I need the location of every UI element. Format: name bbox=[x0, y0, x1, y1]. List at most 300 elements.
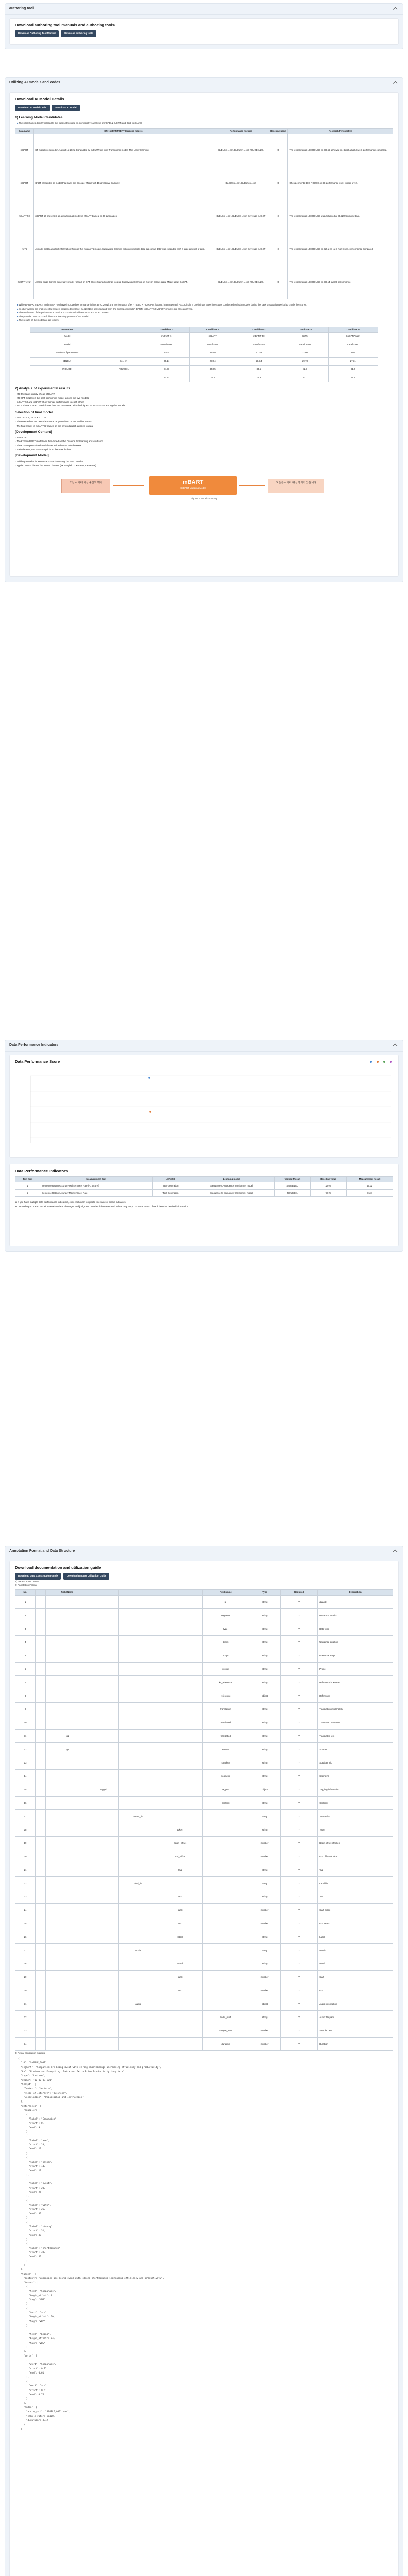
table-header: Type bbox=[249, 1589, 281, 1595]
table-cell bbox=[202, 1904, 249, 1917]
table-cell bbox=[118, 1984, 158, 1997]
table-header: No. bbox=[15, 1589, 36, 1595]
table-cell: number bbox=[249, 2024, 281, 2038]
table-cell bbox=[36, 1649, 45, 1663]
diagram-input-box bbox=[61, 479, 110, 493]
table-cell: KoT5 bbox=[282, 332, 329, 341]
table-cell: 71.5 bbox=[328, 374, 378, 382]
table-cell bbox=[36, 1997, 45, 2011]
table-cell: object bbox=[249, 1997, 281, 2011]
table-cell bbox=[202, 1837, 249, 1850]
diagram-caption: Figure: 5 Model summary bbox=[190, 497, 218, 500]
table-header bbox=[36, 1589, 45, 1595]
final-list bbox=[15, 416, 393, 428]
table-cell: script bbox=[202, 1649, 249, 1663]
table-cell bbox=[202, 1984, 249, 1997]
table-cell: 2 bbox=[15, 1190, 40, 1197]
table-cell: 20 bbox=[15, 1850, 36, 1863]
table-row bbox=[15, 1877, 393, 1890]
table-cell: 75.3 bbox=[236, 374, 282, 382]
list-item: - Applied to text data of the AI Hub dataset (ex. English ↔ Korean, mBART-K). bbox=[15, 464, 97, 467]
table-cell: Y bbox=[280, 1783, 317, 1797]
table-cell: tag bbox=[158, 1863, 202, 1877]
table-cell: Y bbox=[280, 1944, 317, 1957]
table-cell: Reference bbox=[318, 1689, 393, 1703]
download-manual-button[interactable]: Download Authoring Tool Manual bbox=[15, 30, 59, 37]
table-cell: Sentence Rating Accuracy Maintenance Rate bbox=[40, 1190, 153, 1197]
table-row bbox=[15, 1676, 393, 1689]
table-cell: array bbox=[249, 1877, 281, 1890]
table-cell: Content bbox=[318, 1797, 393, 1810]
table-cell: 27 bbox=[15, 1944, 36, 1957]
table-row bbox=[15, 1890, 393, 1904]
table-cell: Of experimental 180 ROUGE on 88 performance level (upper-level). bbox=[288, 167, 393, 200]
table-cell: 21 bbox=[15, 1863, 36, 1877]
table-cell: Token bbox=[318, 1823, 393, 1837]
table-cell: source bbox=[202, 1743, 249, 1756]
table-cell: reference bbox=[202, 1689, 249, 1703]
table-cell bbox=[45, 1997, 89, 2011]
download-model-code-button[interactable]: Download AI Model Code bbox=[15, 105, 50, 111]
table-cell bbox=[118, 1649, 158, 1663]
table-cell: Tag bbox=[318, 1863, 393, 1877]
table-cell bbox=[158, 1703, 202, 1716]
table-cell bbox=[45, 1877, 89, 1890]
section-header[interactable] bbox=[5, 1546, 403, 1557]
table-cell: 4 bbox=[15, 1636, 36, 1649]
table-cell bbox=[45, 1663, 89, 1676]
chart-point bbox=[149, 1111, 151, 1113]
table-cell bbox=[89, 1984, 119, 1997]
ai-model-card bbox=[9, 92, 399, 577]
table-cell: Text Generation bbox=[153, 1182, 189, 1190]
table-cell: Y bbox=[280, 2024, 317, 2038]
table-cell: Utterance script bbox=[318, 1649, 393, 1663]
table-cell bbox=[36, 1676, 45, 1689]
table-cell: tagged bbox=[89, 1783, 119, 1797]
table-cell: string bbox=[249, 1930, 281, 1944]
table-cell bbox=[36, 1596, 45, 1609]
table-cell: dtime bbox=[202, 1636, 249, 1649]
table-cell: 28.34 bbox=[236, 357, 282, 365]
table-header: KR+ mBART/BERT learning models bbox=[34, 128, 214, 134]
table-cell: 611M bbox=[236, 349, 282, 357]
table-cell bbox=[89, 1957, 119, 1971]
table-cell: transformer bbox=[328, 341, 378, 349]
table-header: Verified Result bbox=[274, 1176, 311, 1182]
table-cell: 70 % bbox=[311, 1190, 347, 1197]
table-cell: Y bbox=[280, 1703, 317, 1716]
table-cell: BLEU(ko→en), BLEU(en→ko) bbox=[214, 167, 268, 200]
table-cell: X bbox=[268, 200, 288, 233]
table-cell: words bbox=[118, 1944, 158, 1957]
table-cell: number bbox=[249, 1917, 281, 1930]
table-row bbox=[15, 167, 393, 200]
table-cell bbox=[104, 349, 143, 357]
list-item: - KR GPT Display is the best-performing model among the five models. bbox=[15, 397, 90, 400]
table-row bbox=[15, 1984, 393, 1997]
table-cell bbox=[118, 1850, 158, 1863]
table-cell: 25 bbox=[15, 1917, 36, 1930]
table-cell: 81.3 bbox=[346, 1190, 393, 1197]
table-cell bbox=[45, 1756, 89, 1770]
table-row bbox=[15, 1810, 393, 1823]
table-cell: Label bbox=[318, 1930, 393, 1944]
table-cell bbox=[158, 1944, 202, 1957]
legend-dot bbox=[390, 1061, 392, 1063]
table-cell: transformer bbox=[282, 341, 329, 349]
table-cell: 49.02 bbox=[346, 1182, 393, 1190]
collapse-chevron-icon[interactable] bbox=[393, 1043, 397, 1047]
table-cell bbox=[202, 1930, 249, 1944]
section-title: Utilizing AI models and codes bbox=[9, 81, 60, 85]
table-cell bbox=[118, 1703, 158, 1716]
table-cell bbox=[45, 1783, 89, 1797]
table-cell: tokens_list bbox=[118, 1810, 158, 1823]
table-cell: string bbox=[249, 1622, 281, 1636]
authoring-tool-section bbox=[5, 3, 403, 49]
table-cell: 81.2 bbox=[328, 365, 378, 374]
table-cell: string bbox=[249, 2011, 281, 2024]
table-cell bbox=[36, 1930, 45, 1944]
table-cell: string bbox=[249, 1663, 281, 1676]
table-cell bbox=[89, 1716, 119, 1730]
table-cell: Y bbox=[280, 1850, 317, 1863]
table-cell: number bbox=[249, 2038, 281, 2051]
annotation-format-title: 2) Annotation Format bbox=[15, 1584, 37, 1587]
table-cell bbox=[45, 2038, 89, 2051]
table-cell: The experimental 180 ROUGE on 88.14 overall performance. bbox=[288, 266, 393, 299]
table-cell: Y bbox=[280, 1676, 317, 1689]
table-cell bbox=[89, 1797, 119, 1810]
collapse-chevron-icon[interactable] bbox=[393, 7, 397, 11]
table-header: Measurement item bbox=[40, 1176, 153, 1182]
table-cell bbox=[118, 1971, 158, 1984]
table-cell bbox=[158, 1689, 202, 1703]
table-cell: object bbox=[249, 1689, 281, 1703]
card-title: Download documentation and utilization guide bbox=[15, 1565, 101, 1570]
ai-models-section bbox=[5, 77, 403, 582]
legend-dot bbox=[383, 1061, 385, 1063]
table-cell bbox=[118, 1730, 158, 1743]
table-cell bbox=[30, 374, 104, 382]
table-cell: translated bbox=[202, 1716, 249, 1730]
table-row bbox=[30, 365, 378, 374]
table-cell: content bbox=[202, 1797, 249, 1810]
table-header: AI TASK bbox=[153, 1176, 189, 1182]
ai-notes-list bbox=[15, 303, 393, 323]
table-cell: Y bbox=[280, 1930, 317, 1944]
chart-title: Data Performance Score bbox=[15, 1059, 60, 1064]
table-cell: Y bbox=[280, 1917, 317, 1930]
results-table bbox=[30, 327, 378, 382]
table-cell: end bbox=[158, 1917, 202, 1930]
table-header: Candidate 2 bbox=[189, 327, 236, 332]
table-cell: (BLEU) bbox=[30, 357, 104, 365]
download-model-button[interactable]: Download AI Model bbox=[52, 105, 79, 111]
table-row bbox=[15, 1837, 393, 1850]
table-cell: 6 bbox=[15, 1663, 36, 1676]
table-cell: data id bbox=[318, 1596, 393, 1609]
table-cell: Profile bbox=[318, 1663, 393, 1676]
table-cell bbox=[45, 1596, 89, 1609]
table-cell bbox=[118, 1890, 158, 1904]
table-cell: string bbox=[249, 1596, 281, 1609]
table-cell bbox=[36, 1957, 45, 1971]
table-cell: number bbox=[249, 1837, 281, 1850]
section-title: Annotation Format and Data Structure bbox=[9, 1549, 75, 1553]
table-cell bbox=[36, 1971, 45, 1984]
table-header: Required bbox=[280, 1589, 317, 1595]
download-guide-button[interactable]: Download Data Construction Guide bbox=[15, 1573, 61, 1580]
table-cell: Y bbox=[280, 1636, 317, 1649]
table-header: Research Perspective bbox=[288, 128, 393, 134]
table-cell bbox=[45, 1984, 89, 1997]
list-item: - BART-K & 1, 2021. Ko → En. bbox=[15, 416, 47, 419]
table-cell: O bbox=[268, 266, 288, 299]
table-cell: tg2 bbox=[45, 1743, 89, 1756]
table-cell: end_offset bbox=[158, 1850, 202, 1863]
collapse-chevron-icon[interactable] bbox=[393, 81, 397, 85]
table-cell bbox=[89, 1917, 119, 1930]
download-utilization-guide-button[interactable]: Download Dataset Utilization Guide bbox=[63, 1573, 109, 1580]
table-cell: label_list bbox=[118, 1877, 158, 1890]
table-cell bbox=[89, 1649, 119, 1663]
table-cell bbox=[118, 1783, 158, 1797]
table-cell: Number of parameters bbox=[30, 349, 104, 357]
data-format: 1) Data Format: JSON bbox=[15, 1580, 39, 1583]
table-cell: 12 bbox=[15, 1743, 36, 1756]
table-cell: O bbox=[268, 134, 288, 167]
table-cell bbox=[36, 1810, 45, 1823]
table-cell: audio_path bbox=[202, 2011, 249, 2024]
table-cell bbox=[36, 1890, 45, 1904]
performance-table bbox=[15, 1176, 393, 1197]
table-cell: 76.1 bbox=[189, 374, 236, 382]
table-cell bbox=[36, 1636, 45, 1649]
table-header: Description bbox=[318, 1589, 393, 1595]
table-cell: Y bbox=[280, 1877, 317, 1890]
table-cell bbox=[118, 1716, 158, 1730]
table-cell: Text bbox=[318, 1890, 393, 1904]
table-cell: mBART bbox=[189, 332, 236, 341]
section-header[interactable] bbox=[5, 4, 403, 15]
table-cell bbox=[36, 1663, 45, 1676]
table-cell bbox=[45, 1971, 89, 1984]
table-cell bbox=[89, 1890, 119, 1904]
list-item: - KoT5 shows a BLEU result lower than the mBART-K, with the highest ROUGE score among the models. bbox=[15, 404, 126, 408]
table-cell: 34 bbox=[15, 2038, 36, 2051]
table-cell: start bbox=[158, 1904, 202, 1917]
learning-candidates-title: 1) Learning Model Candidates bbox=[15, 115, 63, 120]
dev-list bbox=[15, 436, 393, 452]
table-cell bbox=[202, 1890, 249, 1904]
table-header: evaluation bbox=[30, 327, 104, 332]
table-header: Candidate 3 bbox=[236, 327, 282, 332]
legend-dot bbox=[377, 1061, 379, 1063]
table-cell: 82.7 bbox=[282, 365, 329, 374]
table-cell bbox=[45, 1837, 89, 1850]
table-cell: Speaker info bbox=[318, 1756, 393, 1770]
table-cell: Y bbox=[280, 1756, 317, 1770]
arch-list bbox=[15, 460, 393, 467]
table-cell: Sentence Rating Accuracy Maintenance Rate (F1 Score) bbox=[40, 1182, 153, 1190]
table-cell bbox=[45, 1649, 89, 1663]
table-cell bbox=[202, 1877, 249, 1890]
analysis-list bbox=[15, 393, 393, 408]
table-cell bbox=[89, 1810, 119, 1823]
table-cell: 124M bbox=[143, 349, 190, 357]
table-cell bbox=[158, 1756, 202, 1770]
table-cell bbox=[118, 1636, 158, 1649]
table-cell: string bbox=[249, 1743, 281, 1756]
table-row bbox=[15, 1743, 393, 1756]
table-cell bbox=[45, 1823, 89, 1837]
table-cell: 77.71 bbox=[143, 374, 190, 382]
table-cell: X bbox=[268, 233, 288, 266]
chart-point bbox=[148, 1077, 150, 1079]
table-cell: Y bbox=[280, 1904, 317, 1917]
table-cell: Model bbox=[30, 341, 104, 349]
table-cell: The experimental 180 ROUGE on 88.66 achieved on its (at a high level), performance compared. bbox=[288, 134, 393, 167]
table-cell: 1 bbox=[15, 1596, 36, 1609]
table-cell bbox=[89, 1944, 119, 1957]
table-cell: 610M bbox=[189, 349, 236, 357]
table-cell: Translation into English bbox=[318, 1703, 393, 1716]
table-cell: mBART-50 presented as a multilingual model in MBART trained on 50 languages. bbox=[34, 200, 214, 233]
list-item: ■ The results of the model are as follows. bbox=[17, 319, 393, 323]
table-row bbox=[15, 233, 393, 266]
candidates-table bbox=[15, 128, 393, 299]
table-row bbox=[15, 2038, 393, 2051]
table-cell bbox=[36, 2024, 45, 2038]
table-cell: mBART-50 bbox=[15, 200, 34, 233]
table-cell bbox=[89, 1703, 119, 1716]
arch-title: [Development Model] bbox=[15, 454, 49, 458]
table-row bbox=[30, 341, 378, 349]
table-cell: A model that learns text information through the Korean T5 model. Supervised learning with only multiple data, as corpus data was expanded with a large amount of data. bbox=[34, 233, 214, 266]
annotation-format-section bbox=[5, 1546, 403, 2576]
table-cell: The experimental 180 ROUGE was achieved at 85.22 training setting. bbox=[288, 200, 393, 233]
table-cell bbox=[36, 1770, 45, 1783]
learning-note: ■ The pilot studies directly related to this dataset focused on comparative analysis of mCAD & (LSTM) and Bart-to (KLUE). bbox=[15, 122, 393, 125]
table-cell: number bbox=[249, 1971, 281, 1984]
table-cell: 275M bbox=[282, 349, 329, 357]
table-cell: mBART-K bbox=[143, 332, 190, 341]
table-cell: 22 bbox=[15, 1877, 36, 1890]
table-cell: string bbox=[249, 1797, 281, 1810]
format-card bbox=[9, 1561, 399, 2576]
table-cell: BLEU(ko→en), BLEU(en→ko) ROUGE 1/2/L bbox=[214, 266, 268, 299]
table-header: Candidate 4 bbox=[282, 327, 329, 332]
table-cell: BLEU(ko→en), BLEU(en→ko) Coverage % GSP bbox=[214, 200, 268, 233]
table-cell: Translated sentence bbox=[318, 1716, 393, 1730]
table-cell bbox=[36, 1609, 45, 1622]
table-cell bbox=[158, 2038, 202, 2051]
table-cell bbox=[36, 1917, 45, 1930]
table-cell: 83.5 bbox=[236, 365, 282, 374]
table-cell: segment bbox=[202, 1609, 249, 1622]
table-cell bbox=[36, 1756, 45, 1770]
table-cell: Words bbox=[318, 1944, 393, 1957]
table-cell: segment bbox=[202, 1770, 249, 1783]
collapse-chevron-icon[interactable] bbox=[393, 1549, 397, 1553]
list-item: - mBART-50 and mBART show similar performance to each other. bbox=[15, 400, 85, 403]
table-cell: label bbox=[158, 1930, 202, 1944]
table-cell: Y bbox=[280, 1716, 317, 1730]
table-cell bbox=[36, 1877, 45, 1890]
final-title: Selection of final model bbox=[15, 410, 53, 414]
table-cell: tagged bbox=[202, 1783, 249, 1797]
legend-dot bbox=[370, 1061, 372, 1063]
table-cell: Model bbox=[30, 332, 104, 341]
table-cell: string bbox=[249, 1649, 281, 1663]
table-cell: KoGPT(*eval) bbox=[15, 266, 34, 299]
table-cell: duration bbox=[202, 2038, 249, 2051]
table-cell bbox=[158, 1797, 202, 1810]
table-cell bbox=[118, 1756, 158, 1770]
table-cell bbox=[118, 1622, 158, 1636]
table-cell bbox=[89, 1596, 119, 1609]
table-cell bbox=[36, 2038, 45, 2051]
table-cell bbox=[89, 1636, 119, 1649]
table-cell: KoT5 bbox=[15, 233, 34, 266]
table-cell bbox=[118, 1689, 158, 1703]
table-cell: (ROUGE) bbox=[30, 365, 104, 374]
table-row bbox=[15, 1797, 393, 1810]
table-cell: End bbox=[318, 1984, 393, 1997]
table-cell: Y bbox=[280, 1743, 317, 1756]
table-cell: Tokens list bbox=[318, 1810, 393, 1823]
table-cell: object bbox=[249, 1783, 281, 1797]
table-cell bbox=[89, 2038, 119, 2051]
table-cell bbox=[158, 1730, 202, 1743]
table-cell: end bbox=[158, 1984, 202, 1997]
download-tools-button[interactable]: Download authoring tools bbox=[61, 30, 96, 37]
table-cell bbox=[158, 1743, 202, 1756]
table-cell: Utterance duration bbox=[318, 1636, 393, 1649]
table-cell bbox=[36, 1850, 45, 1863]
table-cell: 29.73 bbox=[282, 357, 329, 365]
table-cell bbox=[89, 1770, 119, 1783]
section-header[interactable] bbox=[5, 1040, 403, 1052]
table-row bbox=[30, 332, 378, 341]
diagram-input-text: 오늘 사이버 예실 숭인도 행사 bbox=[69, 481, 103, 485]
table-cell: Y bbox=[280, 1837, 317, 1850]
table-cell: 1 bbox=[15, 1182, 40, 1190]
table-row bbox=[15, 1756, 393, 1770]
table-cell bbox=[202, 1863, 249, 1877]
table-cell bbox=[36, 1703, 45, 1716]
list-item: - KR: 55 stage slightly ahead of BART. bbox=[15, 393, 56, 396]
table-cell: array bbox=[249, 1810, 281, 1823]
table-cell: 24 bbox=[15, 1904, 36, 1917]
section-header[interactable] bbox=[5, 78, 403, 89]
table-cell: Segment bbox=[318, 1770, 393, 1783]
table-cell: Sequence-to-sequence transformer model bbox=[189, 1182, 274, 1190]
list-item: ■ The provided source code follows the learning process of the model. bbox=[17, 315, 393, 319]
list-item: ※ Depending on the AI model evaluation data, the target and judgment criteria of the measured values may vary. Go to the menu of each item for detailed information. bbox=[15, 1205, 189, 1208]
table-cell: mBART bbox=[15, 167, 34, 200]
example-title: 3) Actual annotation example bbox=[15, 2052, 46, 2055]
table-header: Baseline value bbox=[311, 1176, 347, 1182]
table-cell: Y bbox=[280, 1997, 317, 2011]
table-cell: ROUGE-L bbox=[104, 365, 143, 374]
table-cell: mBART bbox=[15, 134, 34, 167]
list-item: - mBART-K bbox=[15, 436, 27, 439]
table-cell: translation bbox=[202, 1703, 249, 1716]
table-row bbox=[15, 1997, 393, 2011]
